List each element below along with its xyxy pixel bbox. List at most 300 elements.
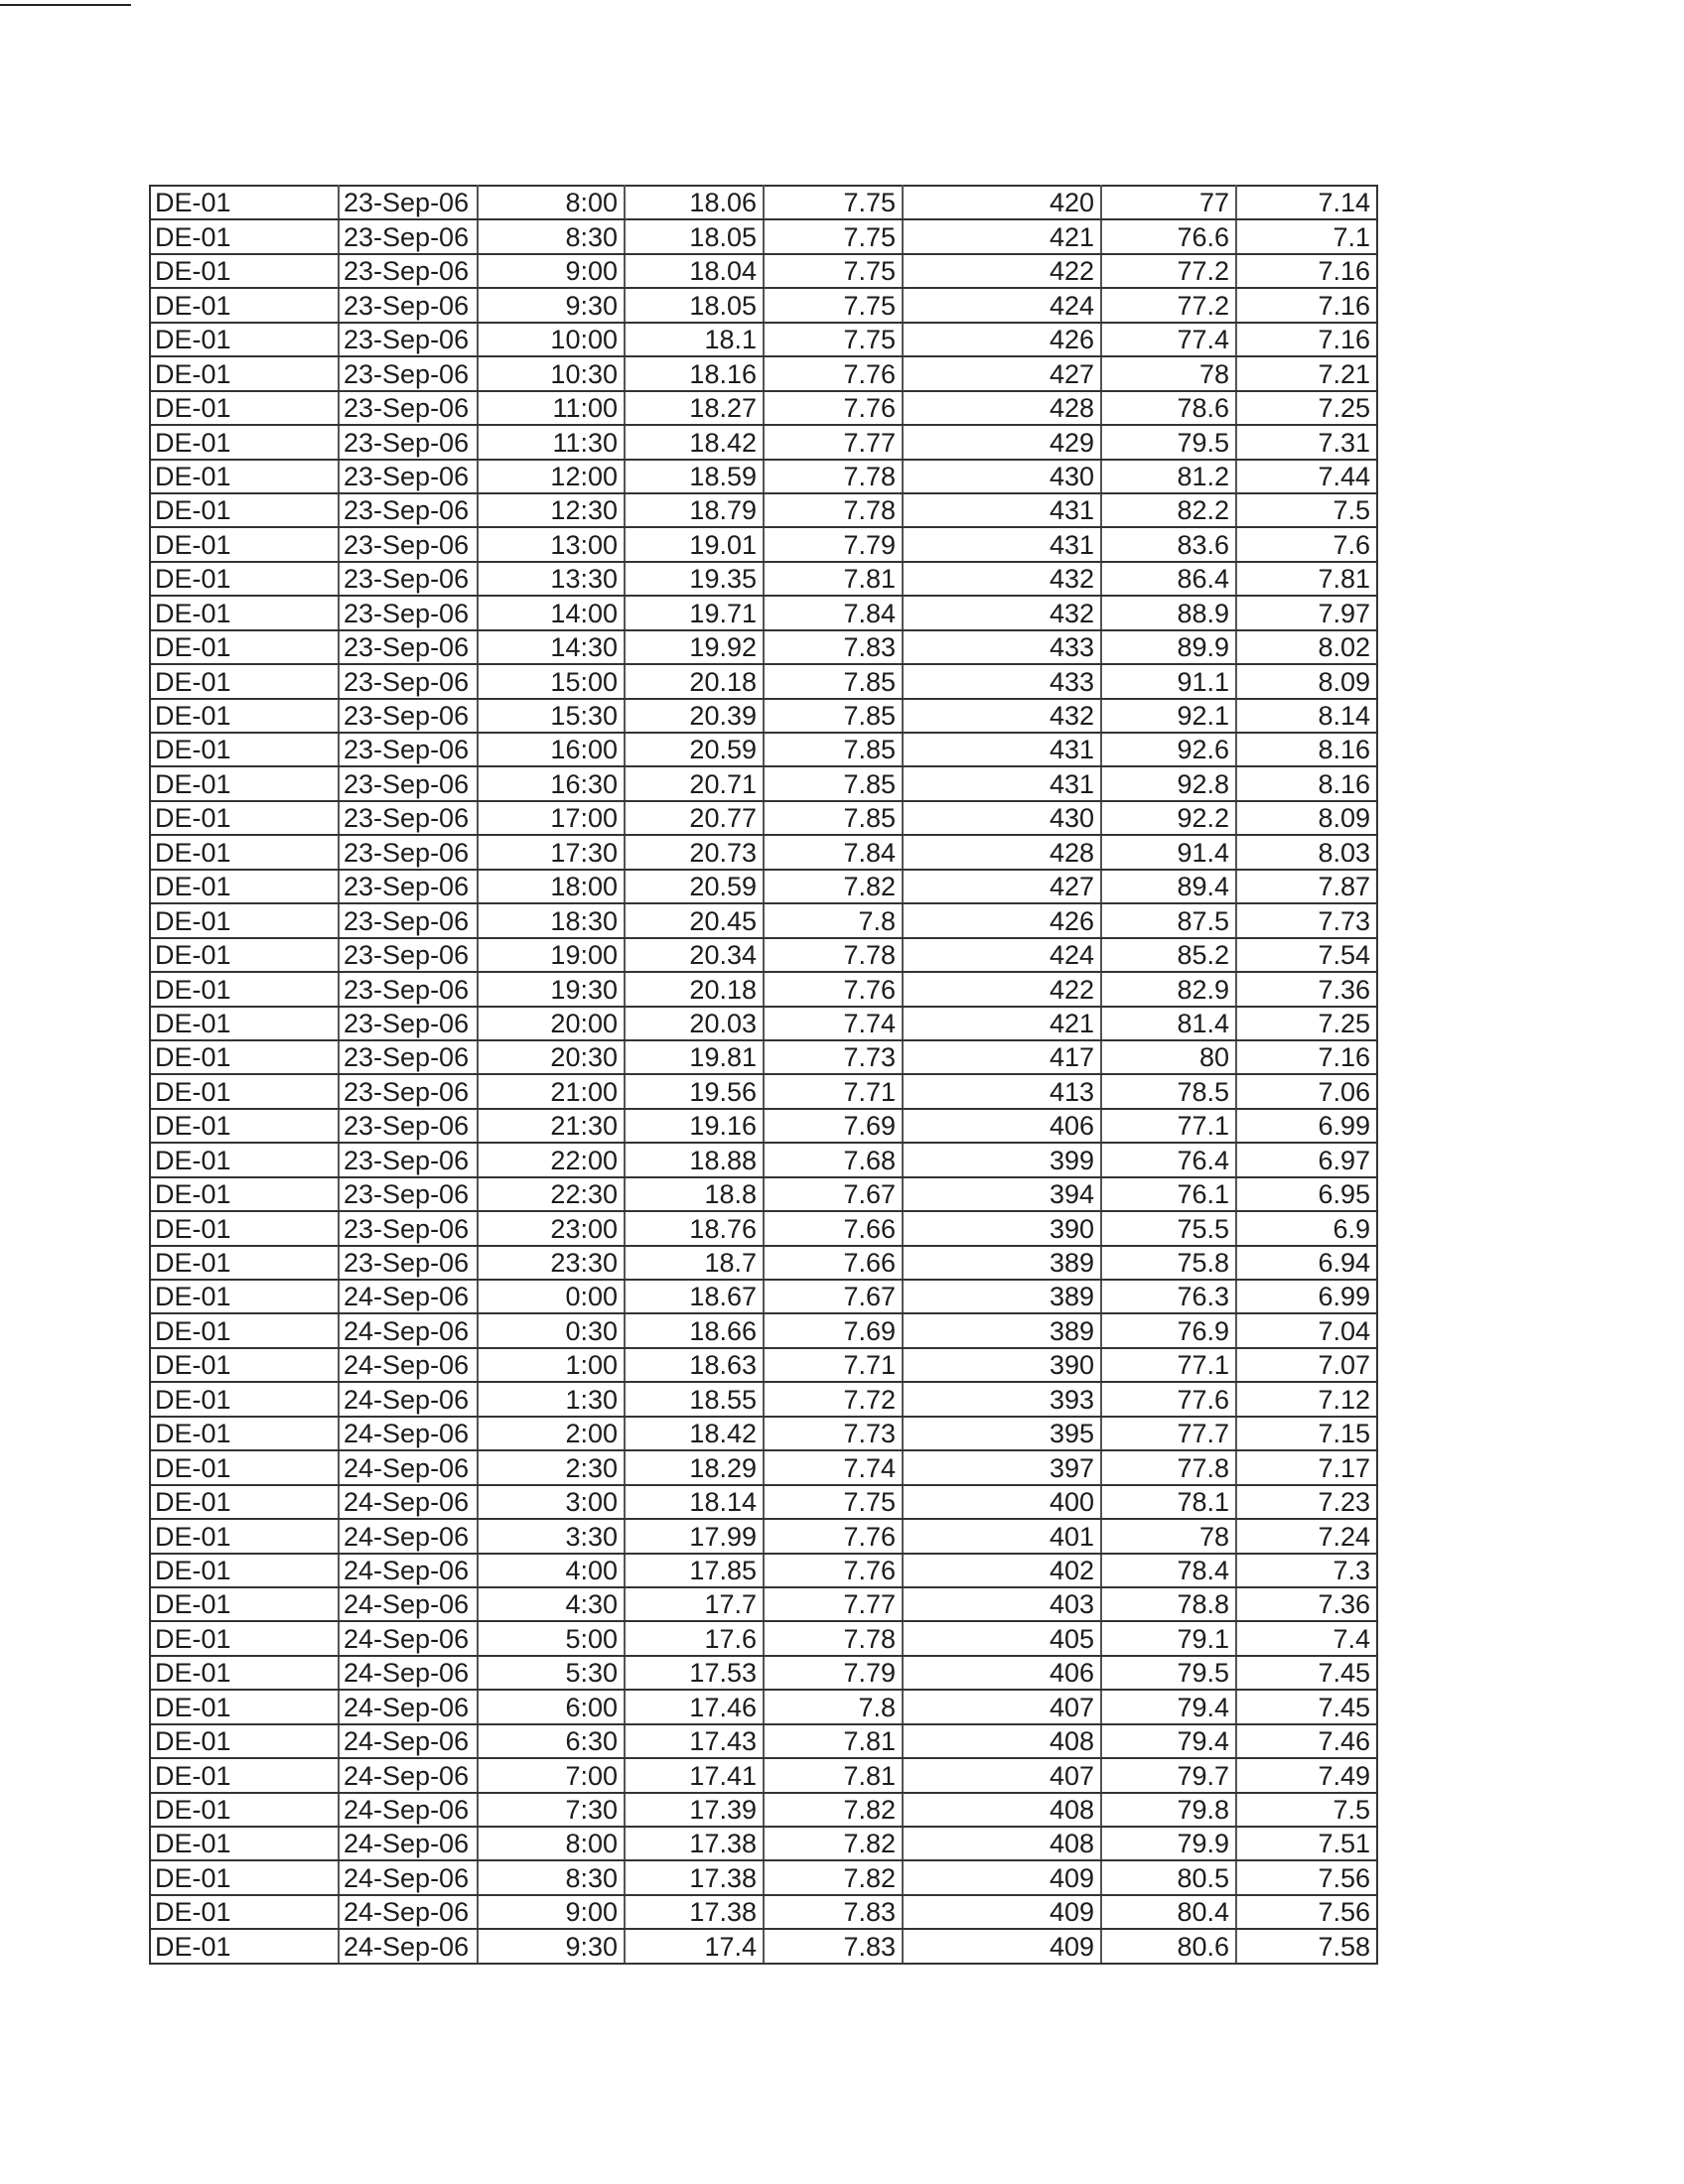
value-cell-2: 7.81 (764, 1724, 903, 1758)
table-row (150, 1040, 1377, 1074)
value-cell-1: 19.71 (625, 596, 764, 629)
value-cell-5: 6.95 (1236, 1177, 1377, 1211)
table-row (150, 1450, 1377, 1484)
value-cell-5: 7.25 (1236, 391, 1377, 425)
value-cell-2: 7.75 (764, 323, 903, 356)
value-cell-4: 78.1 (1101, 1485, 1236, 1519)
value-cell-5: 8.16 (1236, 766, 1377, 800)
value-cell-3: 413 (903, 1074, 1101, 1108)
value-cell-5: 7.06 (1236, 1074, 1377, 1108)
value-cell-5: 7.3 (1236, 1554, 1377, 1587)
time-cell: 17:00 (478, 801, 625, 835)
value-cell-4: 76.4 (1101, 1143, 1236, 1176)
value-cell-2: 7.75 (764, 186, 903, 219)
value-cell-5: 8.09 (1236, 664, 1377, 698)
value-cell-2: 7.76 (764, 356, 903, 390)
value-cell-2: 7.77 (764, 1587, 903, 1621)
data-table-container (149, 185, 1376, 1965)
value-cell-1: 17.53 (625, 1656, 764, 1690)
value-cell-2: 7.85 (764, 801, 903, 835)
site-cell: DE-01 (150, 733, 339, 766)
time-cell: 18:30 (478, 903, 625, 937)
value-cell-1: 18.16 (625, 356, 764, 390)
value-cell-1: 18.1 (625, 323, 764, 356)
value-cell-4: 77.1 (1101, 1348, 1236, 1382)
value-cell-5: 7.36 (1236, 1587, 1377, 1621)
value-cell-1: 18.14 (625, 1485, 764, 1519)
date-cell: 23-Sep-06 (339, 254, 478, 288)
site-cell: DE-01 (150, 1793, 339, 1827)
site-cell: DE-01 (150, 1554, 339, 1587)
table-row (150, 766, 1377, 800)
table-row (150, 870, 1377, 903)
value-cell-1: 18.63 (625, 1348, 764, 1382)
value-cell-3: 395 (903, 1417, 1101, 1450)
value-cell-5: 6.99 (1236, 1280, 1377, 1313)
value-cell-5: 7.51 (1236, 1827, 1377, 1860)
table-row (150, 460, 1377, 493)
value-cell-5: 7.24 (1236, 1519, 1377, 1553)
value-cell-4: 76.1 (1101, 1177, 1236, 1211)
value-cell-5: 7.73 (1236, 903, 1377, 937)
value-cell-4: 75.5 (1101, 1211, 1236, 1245)
site-cell: DE-01 (150, 699, 339, 733)
value-cell-3: 394 (903, 1177, 1101, 1211)
value-cell-3: 427 (903, 870, 1101, 903)
data-table (149, 185, 1378, 1965)
value-cell-4: 77.4 (1101, 323, 1236, 356)
table-row (150, 219, 1377, 253)
value-cell-2: 7.81 (764, 1758, 903, 1792)
value-cell-2: 7.82 (764, 870, 903, 903)
value-cell-5: 7.6 (1236, 527, 1377, 561)
date-cell: 23-Sep-06 (339, 391, 478, 425)
table-row (150, 1929, 1377, 1963)
table-row (150, 1143, 1377, 1176)
date-cell: 24-Sep-06 (339, 1690, 478, 1723)
table-body (150, 186, 1377, 1964)
site-cell: DE-01 (150, 1690, 339, 1723)
value-cell-5: 7.16 (1236, 254, 1377, 288)
value-cell-4: 77.2 (1101, 254, 1236, 288)
time-cell: 22:30 (478, 1177, 625, 1211)
value-cell-1: 17.41 (625, 1758, 764, 1792)
table-row (150, 1313, 1377, 1347)
value-cell-2: 7.74 (764, 1007, 903, 1040)
site-cell: DE-01 (150, 835, 339, 869)
value-cell-4: 87.5 (1101, 903, 1236, 937)
site-cell: DE-01 (150, 903, 339, 937)
value-cell-3: 409 (903, 1929, 1101, 1963)
site-cell: DE-01 (150, 1040, 339, 1074)
table-row (150, 835, 1377, 869)
site-cell: DE-01 (150, 1450, 339, 1484)
value-cell-4: 77.8 (1101, 1450, 1236, 1484)
date-cell: 23-Sep-06 (339, 1074, 478, 1108)
value-cell-3: 403 (903, 1587, 1101, 1621)
value-cell-4: 80.6 (1101, 1929, 1236, 1963)
value-cell-3: 389 (903, 1280, 1101, 1313)
value-cell-2: 7.82 (764, 1860, 903, 1894)
value-cell-1: 18.66 (625, 1313, 764, 1347)
value-cell-4: 76.3 (1101, 1280, 1236, 1313)
value-cell-3: 407 (903, 1758, 1101, 1792)
date-cell: 24-Sep-06 (339, 1621, 478, 1655)
table-row (150, 972, 1377, 1006)
value-cell-5: 6.97 (1236, 1143, 1377, 1176)
value-cell-4: 80.4 (1101, 1895, 1236, 1929)
date-cell: 24-Sep-06 (339, 1519, 478, 1553)
table-row (150, 699, 1377, 733)
date-cell: 23-Sep-06 (339, 288, 478, 322)
value-cell-3: 407 (903, 1690, 1101, 1723)
value-cell-3: 427 (903, 356, 1101, 390)
table-row (150, 1860, 1377, 1894)
date-cell: 23-Sep-06 (339, 1007, 478, 1040)
value-cell-3: 432 (903, 596, 1101, 629)
value-cell-3: 432 (903, 562, 1101, 596)
value-cell-4: 81.4 (1101, 1007, 1236, 1040)
time-cell: 14:30 (478, 630, 625, 664)
value-cell-3: 401 (903, 1519, 1101, 1553)
value-cell-1: 20.45 (625, 903, 764, 937)
value-cell-4: 77.2 (1101, 288, 1236, 322)
value-cell-1: 20.71 (625, 766, 764, 800)
value-cell-2: 7.81 (764, 562, 903, 596)
time-cell: 16:00 (478, 733, 625, 766)
value-cell-1: 17.43 (625, 1724, 764, 1758)
value-cell-4: 76.9 (1101, 1313, 1236, 1347)
value-cell-2: 7.69 (764, 1109, 903, 1143)
date-cell: 24-Sep-06 (339, 1554, 478, 1587)
time-cell: 20:30 (478, 1040, 625, 1074)
value-cell-3: 389 (903, 1246, 1101, 1280)
value-cell-3: 408 (903, 1793, 1101, 1827)
value-cell-4: 92.2 (1101, 801, 1236, 835)
value-cell-2: 7.78 (764, 1621, 903, 1655)
value-cell-2: 7.85 (764, 664, 903, 698)
time-cell: 10:00 (478, 323, 625, 356)
date-cell: 23-Sep-06 (339, 425, 478, 459)
table-row (150, 1554, 1377, 1587)
site-cell: DE-01 (150, 766, 339, 800)
value-cell-4: 80.5 (1101, 1860, 1236, 1894)
date-cell: 23-Sep-06 (339, 323, 478, 356)
site-cell: DE-01 (150, 1143, 339, 1176)
value-cell-5: 7.16 (1236, 323, 1377, 356)
value-cell-4: 77 (1101, 186, 1236, 219)
time-cell: 13:30 (478, 562, 625, 596)
value-cell-2: 7.76 (764, 1519, 903, 1553)
value-cell-2: 7.82 (764, 1827, 903, 1860)
value-cell-4: 78.6 (1101, 391, 1236, 425)
value-cell-2: 7.74 (764, 1450, 903, 1484)
value-cell-5: 7.21 (1236, 356, 1377, 390)
site-cell: DE-01 (150, 1587, 339, 1621)
value-cell-2: 7.84 (764, 835, 903, 869)
site-cell: DE-01 (150, 1724, 339, 1758)
site-cell: DE-01 (150, 1382, 339, 1416)
value-cell-3: 431 (903, 733, 1101, 766)
value-cell-1: 17.38 (625, 1895, 764, 1929)
table-row (150, 527, 1377, 561)
site-cell: DE-01 (150, 1348, 339, 1382)
date-cell: 24-Sep-06 (339, 1450, 478, 1484)
value-cell-3: 431 (903, 527, 1101, 561)
value-cell-3: 428 (903, 835, 1101, 869)
site-cell: DE-01 (150, 323, 339, 356)
value-cell-3: 406 (903, 1109, 1101, 1143)
value-cell-4: 91.1 (1101, 664, 1236, 698)
date-cell: 23-Sep-06 (339, 664, 478, 698)
table-row (150, 186, 1377, 219)
value-cell-2: 7.78 (764, 460, 903, 493)
date-cell: 23-Sep-06 (339, 801, 478, 835)
date-cell: 24-Sep-06 (339, 1313, 478, 1347)
time-cell: 4:00 (478, 1554, 625, 1587)
table-row (150, 1246, 1377, 1280)
value-cell-5: 7.16 (1236, 288, 1377, 322)
value-cell-2: 7.69 (764, 1313, 903, 1347)
table-row (150, 1109, 1377, 1143)
value-cell-1: 17.6 (625, 1621, 764, 1655)
time-cell: 8:30 (478, 1860, 625, 1894)
value-cell-1: 17.38 (625, 1860, 764, 1894)
table-row (150, 356, 1377, 390)
date-cell: 24-Sep-06 (339, 1827, 478, 1860)
site-cell: DE-01 (150, 562, 339, 596)
value-cell-5: 7.31 (1236, 425, 1377, 459)
date-cell: 24-Sep-06 (339, 1929, 478, 1963)
time-cell: 6:00 (478, 1690, 625, 1723)
date-cell: 24-Sep-06 (339, 1382, 478, 1416)
date-cell: 23-Sep-06 (339, 903, 478, 937)
value-cell-5: 7.45 (1236, 1656, 1377, 1690)
time-cell: 5:00 (478, 1621, 625, 1655)
site-cell: DE-01 (150, 1109, 339, 1143)
value-cell-2: 7.85 (764, 733, 903, 766)
table-row (150, 1417, 1377, 1450)
date-cell: 24-Sep-06 (339, 1417, 478, 1450)
value-cell-3: 421 (903, 1007, 1101, 1040)
value-cell-5: 7.16 (1236, 1040, 1377, 1074)
date-cell: 24-Sep-06 (339, 1348, 478, 1382)
site-cell: DE-01 (150, 1827, 339, 1860)
time-cell: 6:30 (478, 1724, 625, 1758)
value-cell-2: 7.75 (764, 219, 903, 253)
value-cell-2: 7.8 (764, 1690, 903, 1723)
date-cell: 23-Sep-06 (339, 1143, 478, 1176)
time-cell: 23:30 (478, 1246, 625, 1280)
value-cell-5: 7.23 (1236, 1485, 1377, 1519)
value-cell-4: 77.7 (1101, 1417, 1236, 1450)
table-row (150, 1519, 1377, 1553)
value-cell-5: 7.56 (1236, 1860, 1377, 1894)
date-cell: 24-Sep-06 (339, 1587, 478, 1621)
value-cell-4: 89.9 (1101, 630, 1236, 664)
site-cell: DE-01 (150, 1485, 339, 1519)
value-cell-4: 91.4 (1101, 835, 1236, 869)
value-cell-1: 18.27 (625, 391, 764, 425)
table-row (150, 801, 1377, 835)
value-cell-3: 432 (903, 699, 1101, 733)
value-cell-1: 20.18 (625, 664, 764, 698)
value-cell-5: 7.81 (1236, 562, 1377, 596)
table-row (150, 596, 1377, 629)
date-cell: 23-Sep-06 (339, 630, 478, 664)
table-row (150, 254, 1377, 288)
time-cell: 9:00 (478, 254, 625, 288)
site-cell: DE-01 (150, 870, 339, 903)
time-cell: 10:30 (478, 356, 625, 390)
value-cell-4: 79.8 (1101, 1793, 1236, 1827)
date-cell: 23-Sep-06 (339, 186, 478, 219)
value-cell-2: 7.67 (764, 1177, 903, 1211)
value-cell-1: 18.76 (625, 1211, 764, 1245)
time-cell: 11:30 (478, 425, 625, 459)
time-cell: 21:00 (478, 1074, 625, 1108)
table-row (150, 1211, 1377, 1245)
value-cell-1: 18.55 (625, 1382, 764, 1416)
date-cell: 23-Sep-06 (339, 1040, 478, 1074)
table-row (150, 903, 1377, 937)
date-cell: 24-Sep-06 (339, 1895, 478, 1929)
value-cell-3: 405 (903, 1621, 1101, 1655)
time-cell: 5:30 (478, 1656, 625, 1690)
value-cell-1: 18.79 (625, 493, 764, 527)
value-cell-5: 7.12 (1236, 1382, 1377, 1416)
value-cell-1: 18.67 (625, 1280, 764, 1313)
value-cell-3: 389 (903, 1313, 1101, 1347)
time-cell: 3:00 (478, 1485, 625, 1519)
table-row (150, 1348, 1377, 1382)
table-row (150, 1724, 1377, 1758)
value-cell-1: 19.81 (625, 1040, 764, 1074)
time-cell: 17:30 (478, 835, 625, 869)
value-cell-1: 18.06 (625, 186, 764, 219)
value-cell-3: 397 (903, 1450, 1101, 1484)
date-cell: 23-Sep-06 (339, 1211, 478, 1245)
value-cell-4: 77.1 (1101, 1109, 1236, 1143)
value-cell-3: 431 (903, 766, 1101, 800)
site-cell: DE-01 (150, 972, 339, 1006)
site-cell: DE-01 (150, 1519, 339, 1553)
value-cell-5: 7.44 (1236, 460, 1377, 493)
site-cell: DE-01 (150, 1895, 339, 1929)
table-row (150, 1074, 1377, 1108)
table-row (150, 1690, 1377, 1723)
value-cell-3: 422 (903, 254, 1101, 288)
value-cell-5: 7.49 (1236, 1758, 1377, 1792)
time-cell: 4:30 (478, 1587, 625, 1621)
value-cell-2: 7.78 (764, 938, 903, 972)
time-cell: 9:30 (478, 1929, 625, 1963)
value-cell-4: 85.2 (1101, 938, 1236, 972)
site-cell: DE-01 (150, 1417, 339, 1450)
site-cell: DE-01 (150, 1313, 339, 1347)
value-cell-4: 79.9 (1101, 1827, 1236, 1860)
site-cell: DE-01 (150, 596, 339, 629)
value-cell-1: 18.7 (625, 1246, 764, 1280)
value-cell-1: 18.88 (625, 1143, 764, 1176)
value-cell-4: 80 (1101, 1040, 1236, 1074)
value-cell-1: 18.42 (625, 425, 764, 459)
value-cell-3: 399 (903, 1143, 1101, 1176)
value-cell-5: 6.9 (1236, 1211, 1377, 1245)
value-cell-1: 20.77 (625, 801, 764, 835)
value-cell-1: 18.42 (625, 1417, 764, 1450)
value-cell-4: 83.6 (1101, 527, 1236, 561)
value-cell-2: 7.79 (764, 527, 903, 561)
value-cell-3: 424 (903, 288, 1101, 322)
value-cell-3: 428 (903, 391, 1101, 425)
value-cell-2: 7.85 (764, 699, 903, 733)
time-cell: 3:30 (478, 1519, 625, 1553)
value-cell-1: 20.18 (625, 972, 764, 1006)
time-cell: 0:30 (478, 1313, 625, 1347)
time-cell: 22:00 (478, 1143, 625, 1176)
site-cell: DE-01 (150, 1074, 339, 1108)
value-cell-3: 417 (903, 1040, 1101, 1074)
date-cell: 23-Sep-06 (339, 699, 478, 733)
value-cell-3: 430 (903, 801, 1101, 835)
value-cell-4: 78.5 (1101, 1074, 1236, 1108)
value-cell-5: 8.03 (1236, 835, 1377, 869)
site-cell: DE-01 (150, 1280, 339, 1313)
value-cell-4: 79.4 (1101, 1724, 1236, 1758)
value-cell-5: 7.97 (1236, 596, 1377, 629)
time-cell: 9:00 (478, 1895, 625, 1929)
site-cell: DE-01 (150, 1246, 339, 1280)
site-cell: DE-01 (150, 1860, 339, 1894)
value-cell-5: 7.17 (1236, 1450, 1377, 1484)
value-cell-5: 7.45 (1236, 1690, 1377, 1723)
value-cell-4: 92.8 (1101, 766, 1236, 800)
value-cell-1: 17.7 (625, 1587, 764, 1621)
time-cell: 2:30 (478, 1450, 625, 1484)
date-cell: 23-Sep-06 (339, 356, 478, 390)
value-cell-2: 7.66 (764, 1211, 903, 1245)
site-cell: DE-01 (150, 801, 339, 835)
value-cell-2: 7.72 (764, 1382, 903, 1416)
value-cell-5: 7.14 (1236, 186, 1377, 219)
value-cell-4: 79.5 (1101, 425, 1236, 459)
value-cell-2: 7.82 (764, 1793, 903, 1827)
value-cell-2: 7.8 (764, 903, 903, 937)
time-cell: 7:30 (478, 1793, 625, 1827)
value-cell-2: 7.76 (764, 1554, 903, 1587)
value-cell-1: 17.38 (625, 1827, 764, 1860)
top-rule (0, 4, 131, 6)
value-cell-4: 81.2 (1101, 460, 1236, 493)
value-cell-2: 7.83 (764, 1895, 903, 1929)
value-cell-3: 430 (903, 460, 1101, 493)
value-cell-5: 7.5 (1236, 1793, 1377, 1827)
value-cell-2: 7.71 (764, 1074, 903, 1108)
value-cell-1: 20.39 (625, 699, 764, 733)
time-cell: 1:30 (478, 1382, 625, 1416)
value-cell-2: 7.77 (764, 425, 903, 459)
site-cell: DE-01 (150, 219, 339, 253)
table-row (150, 630, 1377, 664)
value-cell-5: 8.09 (1236, 801, 1377, 835)
site-cell: DE-01 (150, 1177, 339, 1211)
table-row (150, 1793, 1377, 1827)
date-cell: 23-Sep-06 (339, 1246, 478, 1280)
date-cell: 23-Sep-06 (339, 1109, 478, 1143)
value-cell-1: 20.34 (625, 938, 764, 972)
value-cell-5: 7.4 (1236, 1621, 1377, 1655)
